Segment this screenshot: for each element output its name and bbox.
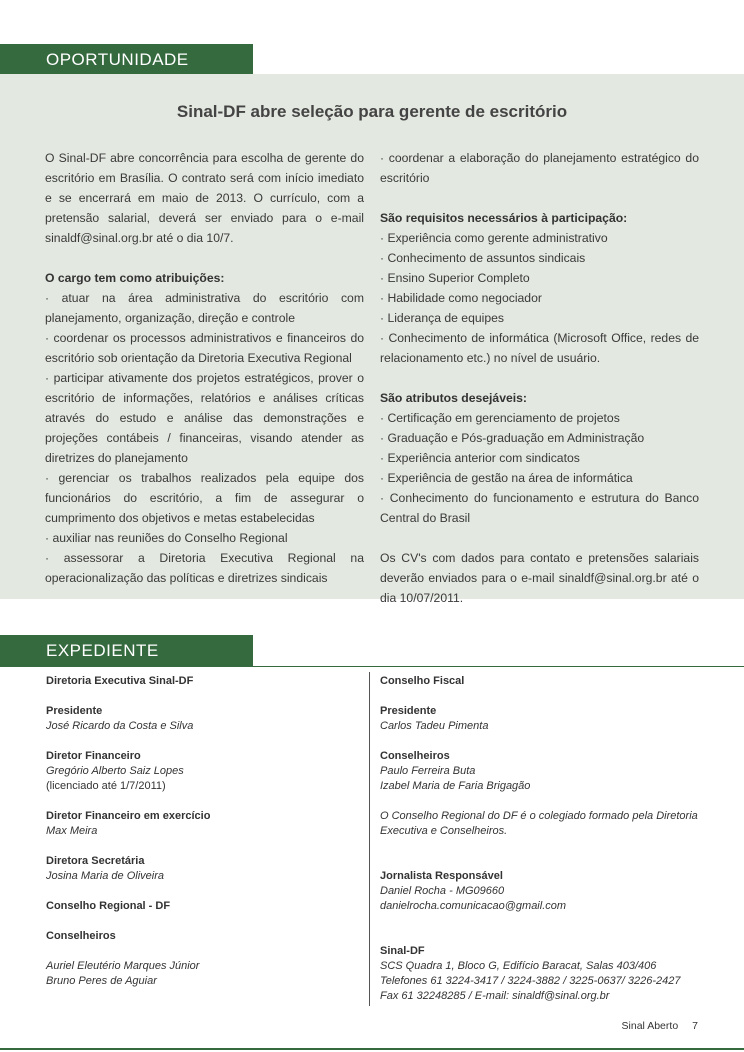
requirement-item: · Habilidade como negociador — [380, 291, 542, 305]
duties-heading: O cargo tem como atribuições: — [45, 271, 225, 285]
person-name: Josina Maria de Oliveira — [46, 870, 164, 882]
page-number: 7 — [692, 1020, 698, 1032]
role-label: Conselheiros — [46, 930, 116, 942]
closing-paragraph: Os CV's com dados para contato e pretensões salariais deverão enviados para o e-mail sinaldf@sinal.org.br até o dia 10/07/2011. — [380, 551, 699, 605]
org-fax-email: Fax 61 32248285 / E-mail: sinaldf@sinal.org.br — [380, 990, 610, 1002]
org-address: SCS Quadra 1, Bloco G, Edifício Baracat, Salas 403/406 — [380, 960, 657, 972]
council-note: O Conselho Regional do DF é o colegiado formado pela Diretoria Executiva e Conselheiros. — [380, 810, 698, 837]
role-label: Presidente — [46, 705, 103, 717]
expediente-right-column — [380, 674, 720, 1004]
section-rule — [0, 666, 744, 667]
org-phones: Telefones 61 3224-3417 / 3224-3882 / 3225-0637/ 3226-2427 — [380, 975, 681, 987]
desirable-item: · Conhecimento do funcionamento e estrutura do Banco Central do Brasil — [380, 491, 699, 525]
person-name: Auriel Eleutério Marques Júnior — [46, 960, 200, 972]
role-label: Presidente — [380, 705, 437, 717]
desirable-heading: São atributos desejáveis: — [380, 391, 527, 405]
role-label: Diretora Secretária — [46, 855, 145, 867]
journalist-email: danielrocha.comunicacao@gmail.com — [380, 900, 567, 912]
bottom-rule — [0, 1048, 744, 1050]
person-name: José Ricardo da Costa e Silva — [46, 720, 194, 732]
intro-paragraph: O Sinal-DF abre concorrência para escolha de gerente do escritório em Brasília. O contrato será com início imediato e se encerrará em maio de 2013. O currículo, com a pretensão salarial, deverá ser enviado para o e-mail sinaldf@sinal.org.br até o dia 10/7. — [45, 151, 364, 245]
person-name: Paulo Ferreira Buta — [380, 765, 476, 777]
person-name: Bruno Peres de Aguiar — [46, 975, 157, 987]
fiscal-council-title: Conselho Fiscal — [380, 675, 465, 687]
requirement-item: · Liderança de equipes — [380, 311, 504, 325]
person-name: Max Meira — [46, 825, 98, 837]
column-divider — [369, 672, 370, 1006]
duty-item: · participar ativamente dos projetos estratégicos, prover o escritório de informações, relatórios e análises críticas através do estudo e análise das demonstrações e projeções contábeis / financeiras, visando atender as diretrizes do planejamento — [45, 371, 364, 465]
section-tab-oportunidade: OPORTUNIDADE — [0, 44, 253, 75]
requirement-item: · Conhecimento de informática (Microsoft Office, redes de relacionamento etc.) no nível de usuário. — [380, 331, 699, 365]
duty-item: · coordenar a elaboração do planejamento estratégico do escritório — [380, 151, 699, 185]
article-title: Sinal-DF abre seleção para gerente de escritório — [176, 102, 568, 121]
duty-item: · coordenar os processos administrativos e financeiros do escritório sob orientação da Diretoria Executiva Regional — [45, 331, 364, 365]
duty-item: · gerenciar os trabalhos realizados pela equipe dos funcionários do escritório, a fim de assegurar o cumprimento dos objetivos e metas estabelecidas — [45, 471, 364, 525]
person-name: Carlos Tadeu Pimenta — [380, 720, 489, 732]
requirements-heading: São requisitos necessários à participação: — [380, 211, 628, 225]
article-column-right — [380, 148, 699, 608]
role-label: Diretor Financeiro — [46, 750, 141, 762]
role-label: Conselheiros — [380, 750, 450, 762]
desirable-item: · Experiência de gestão na área de informática — [380, 471, 633, 485]
requirement-item: · Experiência como gerente administrativo — [380, 231, 608, 245]
page-footer — [622, 1020, 698, 1032]
org-name: Sinal-DF — [380, 945, 425, 957]
council-title: Conselho Regional - DF — [46, 900, 171, 912]
opportunity-panel — [0, 74, 744, 605]
publication-name: Sinal Aberto — [621, 1020, 679, 1032]
desirable-item: · Graduação e Pós-graduação em Administração — [380, 431, 645, 445]
article-column-left — [45, 148, 364, 588]
person-note: (licenciado até 1/7/2011) — [46, 780, 166, 792]
desirable-item: · Certificação em gerenciamento de projetos — [380, 411, 620, 425]
expediente-left-column — [46, 674, 356, 989]
section-tab-expediente: EXPEDIENTE — [0, 635, 253, 666]
person-name: Izabel Maria de Faria Brigagão — [380, 780, 531, 792]
person-name: Gregório Alberto Saiz Lopes — [46, 765, 184, 777]
desirable-item: · Experiência anterior com sindicatos — [380, 451, 580, 465]
duty-item: · atuar na área administrativa do escritório com planejamento, organização, direção e controle — [45, 291, 364, 325]
requirement-item: · Conhecimento de assuntos sindicais — [380, 251, 586, 265]
duty-item: · auxiliar nas reuniões do Conselho Regional — [45, 531, 288, 545]
role-label: Jornalista Responsável — [380, 870, 503, 882]
board-title: Diretoria Executiva Sinal-DF — [46, 675, 194, 687]
role-label: Diretor Financeiro em exercício — [46, 810, 211, 822]
duty-item: · assessorar a Diretoria Executiva Regional na operacionalização das políticas e diretrizes sindicais — [45, 551, 364, 585]
requirement-item: · Ensino Superior Completo — [380, 271, 530, 285]
person-name: Daniel Rocha - MG09660 — [380, 885, 505, 897]
